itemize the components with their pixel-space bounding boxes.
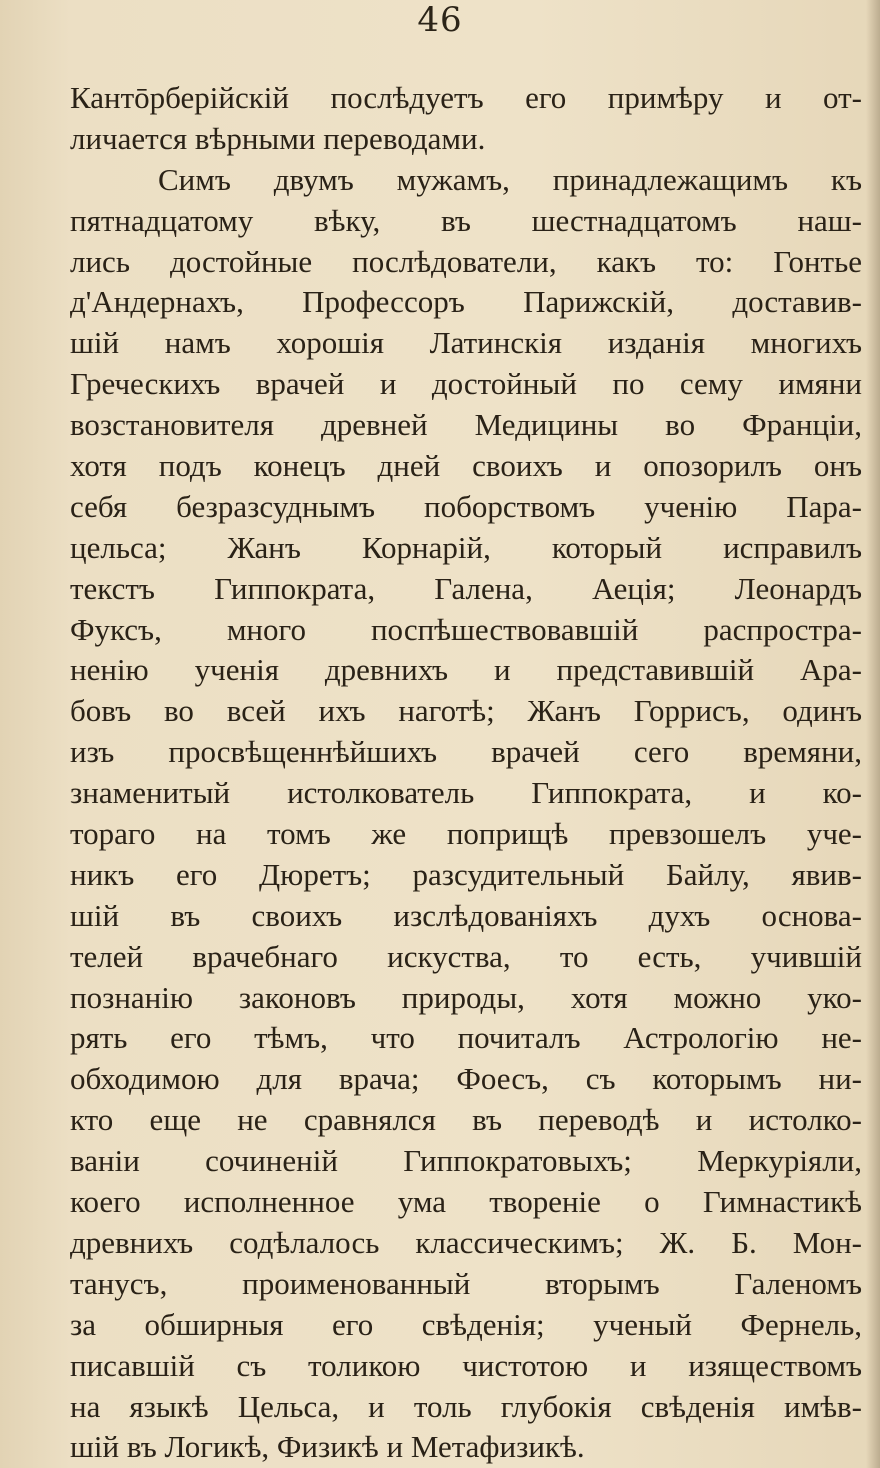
text-line: бовъ во всей ихъ наготѣ; Жанъ Горрисъ, одинъ xyxy=(70,693,862,729)
text-line: изъ просвѣщеннѣйшихъ врачей сего времяни, xyxy=(70,734,862,770)
page-number: 46 xyxy=(417,0,463,40)
body-text xyxy=(70,78,862,1468)
text-line: обходимою для врача; Фоесъ, съ которымъ ни- xyxy=(70,1061,862,1097)
text-line: Симъ двумъ мужамъ, принадлежащимъ къ xyxy=(158,161,862,197)
text-line: знаменитый истолкователь Гиппократа, и ко- xyxy=(70,775,862,811)
text-line: цельса; Жанъ Корнарій, который исправилъ xyxy=(70,529,862,565)
text-line: д'Андернахъ, Профессоръ Парижскій, доставив- xyxy=(70,284,862,320)
page-edge-shadow xyxy=(866,0,880,1468)
text-line: телей врачебнаго искуства, то есть, учившій xyxy=(70,938,862,974)
text-line: писавшій съ толикою чистотою и изяществомъ xyxy=(70,1347,862,1383)
text-line: танусъ, проименованный вторымъ Галеномъ xyxy=(70,1265,862,1301)
text-line: хотя подъ конецъ дней своихъ и опозорилъ онъ xyxy=(70,448,862,484)
text-line: за обширныя его свѣденія; ученый Фернель, xyxy=(70,1306,862,1342)
text-line: никъ его Дюретъ; разсудительный Байлу, явив- xyxy=(70,856,862,892)
text-line: коего исполненное ума твореніе о Гимнастикѣ xyxy=(70,1184,862,1220)
text-line: возстановителя древней Медицины во Франціи, xyxy=(70,407,862,443)
text-line: личается вѣрными переводами. xyxy=(70,120,486,156)
text-line: Кантōрберійскій послѣдуетъ его примѣру и от- xyxy=(70,80,862,115)
text-line: шій намъ хорошія Латинскія изданія многихъ xyxy=(70,325,862,361)
text-line: кто еще не сравнялся въ переводѣ и истолко- xyxy=(70,1102,862,1138)
text-line: познанію законовъ природы, хотя можно уко- xyxy=(70,979,862,1015)
text-line: ненію ученія древнихъ и представившій Ара- xyxy=(70,652,862,688)
text-line: шій въ Логикѣ, Физикѣ и Метафизикѣ. xyxy=(70,1429,585,1465)
text-line: древнихъ содѣлалось классическимъ; Ж. Б. Мон- xyxy=(70,1224,862,1260)
text-line: ваніи сочиненій Гиппократовыхъ; Меркуріяли, xyxy=(70,1143,862,1179)
text-line: текстъ Гиппократа, Галена, Аеція; Леонардъ xyxy=(70,570,862,606)
text-line: лись достойные послѣдователи, какъ то: Гонтье xyxy=(70,243,862,279)
text-line: Фуксъ, много поспѣшествовавшій распростра- xyxy=(70,611,862,647)
text-line: Греческихъ врачей и достойный по сему имяни xyxy=(70,366,862,402)
text-line: себя безразсуднымъ поборствомъ ученію Пара- xyxy=(70,488,862,524)
text-line: шій въ своихъ изслѣдованіяхъ духъ основа- xyxy=(70,897,862,933)
text-line: рять его тѣмъ, что почиталъ Астрологію не- xyxy=(70,1020,862,1056)
text-line: пятнадцатому вѣку, въ шестнадцатомъ наш- xyxy=(70,202,862,238)
text-line: на языкѣ Цельса, и толь глубокія свѣденія имѣв- xyxy=(70,1388,862,1424)
text-line: тораго на томъ же поприщѣ превзошелъ уче- xyxy=(70,816,862,852)
